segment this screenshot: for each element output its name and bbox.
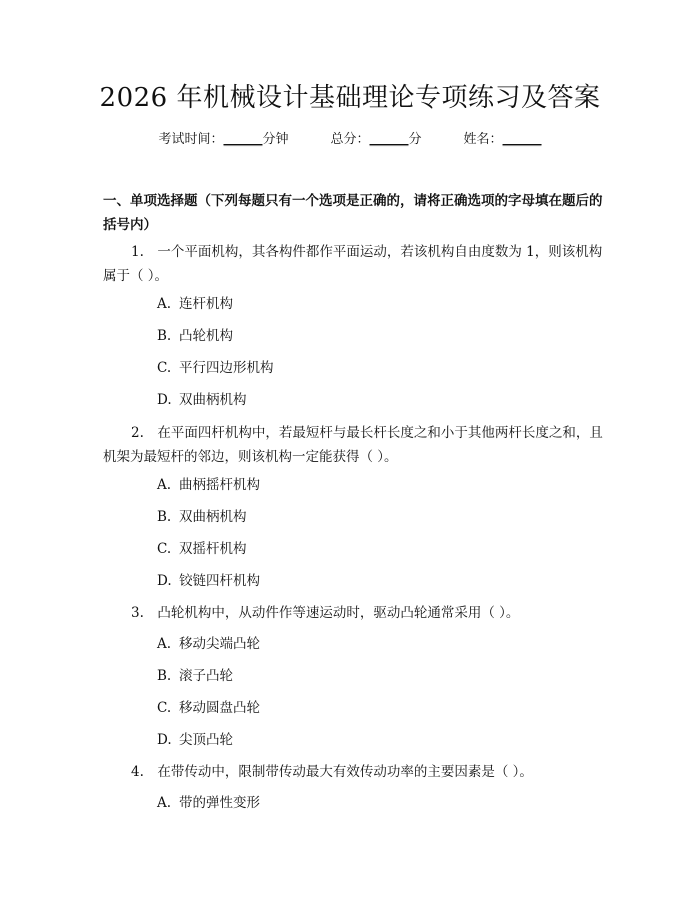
name-field bbox=[464, 130, 542, 150]
exam-time-unit: 分钟 bbox=[262, 132, 289, 147]
option-letter: B. bbox=[157, 668, 172, 684]
question-3-option-d bbox=[157, 729, 233, 751]
question-1-option-b bbox=[157, 325, 233, 347]
question-1-option-c bbox=[157, 357, 274, 379]
option-letter: A. bbox=[157, 636, 172, 652]
option-text: 尖顶凸轮 bbox=[179, 732, 233, 748]
exam-time-blank: ______ bbox=[223, 132, 263, 147]
option-text: 带的弹性变形 bbox=[179, 795, 260, 811]
option-text: 移动圆盘凸轮 bbox=[179, 700, 260, 716]
section-heading: 一、单项选择题（下列每题只有一个选项是正确的，请将正确选项的字母填在题后的括号内） bbox=[103, 193, 603, 233]
total-score-label: 总分： bbox=[330, 132, 370, 147]
option-letter: D. bbox=[157, 392, 172, 408]
question-1-text: 1. 一个平面机构，其各构件都作平面运动，若该机构自由度数为 1，则该机构属于（ ）。 bbox=[103, 244, 603, 284]
question-3-option-b bbox=[157, 665, 233, 687]
name-blank: ______ bbox=[502, 132, 542, 147]
question-2-option-c bbox=[157, 538, 247, 560]
option-text: 滚子凸轮 bbox=[179, 668, 233, 684]
option-text: 连杆机构 bbox=[179, 296, 233, 312]
option-letter: B. bbox=[157, 328, 172, 344]
question-2-option-a bbox=[157, 474, 260, 496]
option-text: 移动尖端凸轮 bbox=[179, 636, 260, 652]
option-text: 铰链四杆机构 bbox=[179, 573, 260, 589]
page-title: 2026 年机械设计基础理论专项练习及答案 bbox=[99, 83, 601, 113]
question-1-option-a bbox=[157, 293, 233, 315]
option-letter: A. bbox=[157, 477, 172, 493]
exam-time-label: 考试时间： bbox=[158, 132, 224, 147]
option-letter: B. bbox=[157, 509, 172, 525]
option-text: 双摇杆机构 bbox=[179, 541, 247, 557]
option-letter: A. bbox=[157, 795, 172, 811]
exam-meta-line bbox=[0, 130, 700, 150]
question-1-option-d bbox=[157, 389, 247, 411]
question-3-option-a bbox=[157, 633, 260, 655]
total-score-blank: ______ bbox=[369, 132, 409, 147]
option-text: 双曲柄机构 bbox=[179, 392, 247, 408]
question-4-option-a bbox=[157, 792, 260, 814]
option-text: 凸轮机构 bbox=[179, 328, 233, 344]
option-text: 曲柄摇杆机构 bbox=[179, 477, 260, 493]
option-text: 双曲柄机构 bbox=[179, 509, 247, 525]
question-2-text: 2. 在平面四杆机构中，若最短杆与最长杆长度之和小于其他两杆长度之和，且机架为最短杆的邻边，则该机构一定能获得（ ）。 bbox=[103, 425, 603, 465]
question-2-option-b bbox=[157, 506, 247, 528]
option-letter: C. bbox=[157, 541, 172, 557]
option-letter: C. bbox=[157, 700, 172, 716]
total-score-unit: 分 bbox=[408, 132, 422, 147]
option-letter: C. bbox=[157, 360, 172, 376]
name-label: 姓名： bbox=[463, 132, 503, 147]
option-text: 平行四边形机构 bbox=[179, 360, 274, 376]
total-score-field bbox=[330, 130, 421, 150]
question-2-option-d bbox=[157, 570, 260, 592]
question-4-text: 4. 在带传动中，限制带传动最大有效传动功率的主要因素是（ ）。 bbox=[131, 764, 533, 780]
option-letter: D. bbox=[157, 732, 172, 748]
question-3-option-c bbox=[157, 697, 260, 719]
question-3-text: 3. 凸轮机构中，从动件作等速运动时，驱动凸轮通常采用（ ）。 bbox=[131, 605, 520, 621]
option-letter: A. bbox=[157, 296, 172, 312]
option-letter: D. bbox=[157, 573, 172, 589]
exam-time-field bbox=[158, 130, 288, 150]
